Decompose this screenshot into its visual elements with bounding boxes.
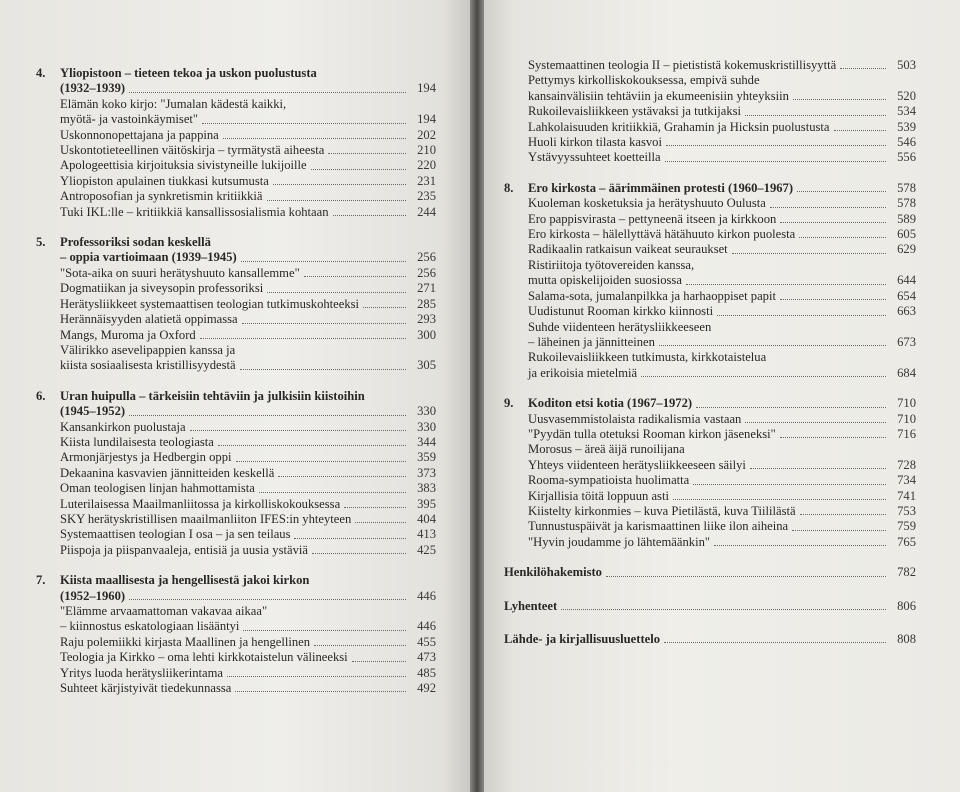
entry-title: kiista sosiaalisesta kristillisyydestä bbox=[60, 358, 236, 373]
toc-entry bbox=[504, 104, 916, 119]
dot-leader bbox=[243, 629, 406, 631]
entry-title: Huoli kirkon tilasta kasvoi bbox=[528, 135, 662, 150]
toc-entry bbox=[36, 158, 436, 173]
page-number: 759 bbox=[897, 519, 916, 534]
left-toc bbox=[36, 66, 436, 711]
page-number: 546 bbox=[897, 135, 916, 150]
back-matter-entry bbox=[504, 599, 916, 614]
dot-leader bbox=[834, 129, 887, 131]
chapter-number: 8. bbox=[504, 180, 514, 195]
left-page bbox=[0, 0, 470, 792]
back-matter-title: Lähde- ja kirjallisuusluettelo bbox=[504, 632, 661, 646]
right-toc bbox=[504, 58, 916, 665]
page-number: 231 bbox=[417, 173, 436, 188]
entry-title: Systemaattinen teologia II – pietististä kokemuskristillisyyttä bbox=[528, 58, 837, 72]
page-number: 728 bbox=[897, 457, 916, 472]
dot-leader bbox=[799, 236, 886, 238]
page-number: 556 bbox=[897, 150, 916, 165]
page-number: 503 bbox=[897, 58, 916, 72]
entry-title: Oman teologisen linjan hahmottamista bbox=[60, 481, 255, 496]
page-number: 716 bbox=[897, 426, 916, 441]
dot-leader bbox=[227, 675, 406, 677]
entry-title: myötä- ja vastoinkäymiset" bbox=[60, 112, 199, 127]
back-matter-title: Lyhenteet bbox=[504, 598, 558, 613]
toc-entry bbox=[504, 212, 916, 227]
dot-leader bbox=[304, 275, 406, 277]
right-chapters bbox=[504, 181, 916, 550]
page-number: 741 bbox=[897, 488, 916, 503]
page-number: 492 bbox=[417, 681, 436, 696]
toc-entry bbox=[36, 174, 436, 189]
entry-title: Herännäisyyden alatietä oppimassa bbox=[60, 312, 238, 327]
toc-entry bbox=[36, 281, 436, 296]
page-number: 383 bbox=[417, 481, 436, 496]
dot-leader bbox=[278, 475, 406, 477]
chapter-block bbox=[36, 389, 436, 558]
chapter-heading bbox=[36, 573, 436, 604]
dot-leader bbox=[314, 644, 406, 646]
dot-leader bbox=[793, 98, 886, 100]
dot-leader bbox=[664, 641, 886, 643]
page-number: 673 bbox=[897, 334, 916, 349]
entry-title: Rooma-sympatioista huolimatta bbox=[528, 473, 690, 488]
dot-leader bbox=[311, 168, 406, 170]
dot-leader bbox=[129, 598, 406, 600]
entry-title: Dekaanina kasvavien jännitteiden keskellä bbox=[60, 465, 275, 480]
chapter-body bbox=[528, 181, 916, 196]
toc-entry bbox=[36, 297, 436, 312]
dot-leader bbox=[223, 137, 406, 139]
toc-entry bbox=[36, 358, 436, 373]
toc-entry bbox=[36, 527, 436, 542]
toc-entry bbox=[36, 481, 436, 496]
back-matter-entry bbox=[504, 565, 916, 580]
page-number: 330 bbox=[417, 404, 436, 419]
toc-entry bbox=[504, 458, 916, 473]
page-number: 220 bbox=[417, 158, 436, 173]
page-number: 605 bbox=[897, 227, 916, 242]
entry-title: Tunnustuspäivät ja karismaattinen liike ilon aiheina bbox=[528, 519, 789, 534]
chapter-heading bbox=[36, 66, 436, 97]
dot-leader bbox=[840, 67, 886, 69]
page-number: 806 bbox=[897, 598, 916, 613]
page-number: 300 bbox=[417, 327, 436, 342]
chapter-block bbox=[504, 181, 916, 381]
dot-leader bbox=[797, 190, 886, 192]
page-number: 256 bbox=[417, 265, 436, 280]
toc-entry bbox=[36, 681, 436, 696]
entry-title: "Sota-aika on suuri herätyshuuto kansallemme" bbox=[60, 265, 300, 280]
dot-leader bbox=[259, 491, 406, 493]
entry-line: "Elämme arvaamattoman vakavaa aikaa" bbox=[60, 604, 268, 618]
dot-leader bbox=[641, 375, 886, 377]
entry-line: Pettymys kirkolliskokouksessa, empivä suhde bbox=[528, 73, 760, 88]
entry-title: Raju polemiikki kirjasta Maallinen ja hengellinen bbox=[60, 634, 311, 649]
page-number: 765 bbox=[897, 534, 916, 549]
toc-entry bbox=[504, 489, 916, 504]
page-number: 539 bbox=[897, 119, 916, 134]
chapter-block bbox=[36, 66, 436, 220]
entry-line: Rukoilevaisliikkeen tutkimusta, kirkkotaistelua bbox=[528, 350, 767, 365]
dot-leader bbox=[780, 221, 886, 223]
entry-title: Kiistelty kirkonmies – kuva Pietilästä, kuva Tiililästä bbox=[528, 503, 796, 518]
entry-title: Systemaattisen teologian I osa – ja sen teilaus bbox=[60, 527, 291, 542]
chapter-body bbox=[60, 235, 436, 266]
toc-entry bbox=[504, 58, 916, 73]
chapter-title-row bbox=[528, 181, 916, 196]
toc-entry bbox=[36, 266, 436, 281]
dot-leader bbox=[745, 114, 886, 116]
entry-title: Antroposofian ja synkretismin kritiikkiä bbox=[60, 189, 263, 204]
entry-title: SKY herätyskristillisen maailmanliiton IFES:in yhteyteen bbox=[60, 511, 352, 526]
entry-title: Dogmatiikan ja siveysopin professoriksi bbox=[60, 281, 264, 296]
dot-leader bbox=[800, 513, 886, 515]
page-number: 271 bbox=[417, 281, 436, 296]
toc-entry bbox=[504, 89, 916, 104]
entry-line: Ristiriitoja työtovereiden kanssa, bbox=[528, 257, 695, 272]
page-number: 210 bbox=[417, 143, 436, 158]
page-number: 404 bbox=[417, 511, 436, 526]
page-number: 520 bbox=[897, 88, 916, 103]
entry-line: Elämän koko kirjo: "Jumalan kädestä kaikki, bbox=[60, 96, 287, 111]
chapter-heading bbox=[504, 181, 916, 196]
toc-entry bbox=[504, 289, 916, 304]
chapter-block bbox=[36, 235, 436, 374]
chapter-heading bbox=[504, 396, 916, 411]
dot-leader bbox=[202, 122, 406, 124]
toc-entry bbox=[36, 312, 436, 327]
chapter-heading bbox=[36, 389, 436, 420]
dot-leader bbox=[236, 460, 407, 462]
chapter-body bbox=[60, 66, 436, 97]
page-number: 578 bbox=[897, 180, 916, 195]
chapter-number: 6. bbox=[36, 388, 46, 403]
dot-leader bbox=[273, 183, 406, 185]
entry-title: Ystävyyssuhteet koetteilla bbox=[528, 150, 661, 165]
page-number: 446 bbox=[417, 619, 436, 634]
toc-entry bbox=[504, 366, 916, 381]
entry-title: "Pyydän tulla otetuksi Rooman kirkon jäseneksi" bbox=[528, 426, 776, 441]
toc-entry bbox=[36, 205, 436, 220]
dot-leader bbox=[352, 660, 406, 662]
dot-leader bbox=[190, 429, 406, 431]
dot-leader bbox=[673, 498, 886, 500]
toc-entry bbox=[504, 473, 916, 488]
entry-title: Teologia ja Kirkko – oma lehti kirkkotaistelun välineeksi bbox=[60, 650, 348, 665]
entry-line: Morosus – äreä äijä runoilijana bbox=[528, 442, 685, 457]
page-number: 684 bbox=[897, 365, 916, 380]
dot-leader bbox=[267, 199, 406, 201]
dot-leader bbox=[218, 444, 406, 446]
entry-title: Kirjallisia töitä loppuun asti bbox=[528, 488, 669, 503]
entry-title: Apologeettisia kirjoituksia sivistyneille lukijoille bbox=[60, 158, 307, 173]
toc-entry bbox=[504, 519, 916, 534]
page-number: 578 bbox=[897, 196, 916, 211]
entry-title: mutta opiskelijoiden suosiossa bbox=[528, 273, 682, 288]
chapter-number: 4. bbox=[36, 66, 46, 80]
page-number: 663 bbox=[897, 304, 916, 319]
entry-title: Mangs, Muroma ja Oxford bbox=[60, 327, 196, 342]
page-number: 782 bbox=[897, 565, 916, 580]
entry-title: Tuki IKL:lle – kritiikkiä kansallissosialismia kohtaan bbox=[60, 204, 329, 219]
toc-entry bbox=[36, 112, 436, 127]
page-number: 485 bbox=[417, 665, 436, 680]
toc-entry bbox=[36, 128, 436, 143]
toc-entry bbox=[504, 504, 916, 519]
toc-entry bbox=[36, 189, 436, 204]
back-matter bbox=[504, 565, 916, 647]
dot-leader bbox=[240, 368, 406, 370]
entry-title: Suhteet kärjistyivät tiedekunnassa bbox=[60, 681, 232, 696]
toc-entry bbox=[36, 543, 436, 558]
dot-leader bbox=[792, 529, 886, 531]
chapter-body bbox=[528, 396, 916, 411]
entry-title: – läheinen ja jännitteinen bbox=[528, 334, 655, 349]
entry-title: Radikaalin ratkaisun vaikeat seuraukset bbox=[528, 242, 728, 257]
toc-entry bbox=[36, 512, 436, 527]
dot-leader bbox=[129, 414, 406, 416]
toc-entry bbox=[36, 328, 436, 343]
dot-leader bbox=[333, 214, 406, 216]
dot-leader bbox=[129, 91, 406, 93]
chapter-number: 9. bbox=[504, 396, 514, 411]
chapter-title: – oppia vartioimaan (1939–1945) bbox=[60, 250, 237, 265]
back-matter-entry bbox=[504, 632, 916, 647]
chapter-title-line: Professoriksi sodan keskellä bbox=[60, 235, 211, 250]
dot-leader bbox=[267, 291, 406, 293]
dot-leader bbox=[770, 206, 886, 208]
entry-title: Piispoja ja piispanvaaleja, entisiä ja uusia ystäviä bbox=[60, 542, 308, 557]
dot-leader bbox=[561, 608, 886, 610]
toc-entry bbox=[36, 450, 436, 465]
dot-leader bbox=[686, 283, 886, 285]
dot-leader bbox=[732, 252, 886, 254]
entry-title: Kansankirkon puolustaja bbox=[60, 419, 186, 434]
dot-leader bbox=[355, 521, 406, 523]
chapter-title-row bbox=[528, 396, 916, 411]
entry-title: – kiinnostus eskatologiaan lisääntyi bbox=[60, 619, 240, 634]
chapter-body bbox=[60, 573, 436, 604]
dot-leader bbox=[714, 544, 886, 546]
entry-line: Välirikko asevelipappien kanssa ja bbox=[60, 342, 236, 357]
dot-leader bbox=[328, 152, 406, 154]
chapter-title-row bbox=[60, 250, 436, 265]
page-number: 753 bbox=[897, 503, 916, 518]
toc-entry bbox=[504, 304, 916, 319]
dot-leader bbox=[363, 306, 406, 308]
toc-entry bbox=[36, 435, 436, 450]
entry-title: kansainvälisiin tehtäviin ja ekumeenisiin yhteyksiin bbox=[528, 88, 789, 103]
page-number: 710 bbox=[897, 396, 916, 411]
dot-leader bbox=[693, 483, 886, 485]
chapter-block bbox=[504, 396, 916, 550]
page-number: 235 bbox=[417, 189, 436, 204]
page-number: 256 bbox=[417, 250, 436, 265]
dot-leader bbox=[606, 575, 886, 577]
dot-leader bbox=[659, 344, 886, 346]
page-number: 359 bbox=[417, 450, 436, 465]
page-number: 285 bbox=[417, 296, 436, 311]
toc-entry bbox=[504, 535, 916, 550]
dot-leader bbox=[241, 260, 406, 262]
chapter-title-row bbox=[60, 404, 436, 419]
toc-entry bbox=[36, 497, 436, 512]
entry-title: ja erikoisia mietelmiä bbox=[528, 365, 638, 380]
page-number: 194 bbox=[417, 112, 436, 127]
dot-leader bbox=[780, 298, 886, 300]
entry-title: Uskonnonopettajana ja pappina bbox=[60, 127, 219, 142]
chapter-block bbox=[36, 573, 436, 696]
chapter-body bbox=[60, 389, 436, 420]
page-number: 344 bbox=[417, 434, 436, 449]
dot-leader bbox=[242, 322, 406, 324]
chapter-number: 7. bbox=[36, 573, 46, 588]
entry-title: Rukoilevaisliikkeen ystävaksi ja tutkijaksi bbox=[528, 104, 742, 119]
page-number: 589 bbox=[897, 211, 916, 226]
chapter-title-line: Kiista maallisesta ja hengellisestä jakoi kirkon bbox=[60, 573, 310, 588]
entry-title: Salama-sota, jumalanpilkka ja harhaoppiset papit bbox=[528, 288, 776, 303]
chapter-title-line: Yliopistoon – tieteen tekoa ja uskon puolustusta bbox=[60, 66, 317, 80]
chapter-title: (1932–1939) bbox=[60, 81, 126, 96]
page-number: 473 bbox=[417, 650, 436, 665]
entry-title: Yritys luoda herätysliikerintama bbox=[60, 665, 223, 680]
dot-leader bbox=[745, 421, 886, 423]
chapter-title: (1952–1960) bbox=[60, 588, 126, 603]
page-number: 373 bbox=[417, 465, 436, 480]
chapter-title-line: Uran huipulla – tärkeisiin tehtäviin ja julkisiin kiistoihin bbox=[60, 388, 365, 403]
dot-leader bbox=[312, 552, 406, 554]
toc-entry bbox=[504, 196, 916, 211]
entry-title: Armonjärjestys ja Hedbergin oppi bbox=[60, 450, 232, 465]
toc-entry bbox=[504, 150, 916, 165]
toc-entry bbox=[504, 335, 916, 350]
toc-entry bbox=[504, 412, 916, 427]
toc-entry bbox=[504, 227, 916, 242]
page-number: 244 bbox=[417, 204, 436, 219]
toc-entry bbox=[504, 120, 916, 135]
entry-title: Lahkolaisuuden kritiikkiä, Grahamin ja Hicksin puolustusta bbox=[528, 119, 830, 134]
entry-title: "Hyvin joudamme jo lähtemäänkin" bbox=[528, 534, 711, 549]
entry-title: Yhteys viidenteen herätysliikkeeseen säilyi bbox=[528, 457, 746, 472]
chapter-heading bbox=[36, 235, 436, 266]
chapter-title: (1945–1952) bbox=[60, 404, 126, 419]
chapter-title: Ero kirkosta – äärimmäinen protesti (1960–1967) bbox=[528, 180, 794, 195]
dot-leader bbox=[344, 506, 406, 508]
page-number: 446 bbox=[417, 588, 436, 603]
page-number: 654 bbox=[897, 288, 916, 303]
dot-leader bbox=[750, 467, 886, 469]
page-number: 455 bbox=[417, 634, 436, 649]
chapter-number: 5. bbox=[36, 235, 46, 250]
entry-line: Suhde viidenteen herätysliikkeeseen bbox=[528, 319, 712, 334]
entry-title: Uusvasemmistolaista radikalismia vastaan bbox=[528, 411, 742, 426]
page-number: 710 bbox=[897, 411, 916, 426]
book-gutter bbox=[470, 0, 484, 792]
page-number: 395 bbox=[417, 496, 436, 511]
page-number: 734 bbox=[897, 473, 916, 488]
page-number: 194 bbox=[417, 81, 436, 96]
page-number: 413 bbox=[417, 527, 436, 542]
page-number: 305 bbox=[417, 358, 436, 373]
toc-entry bbox=[504, 273, 916, 288]
page-number: 644 bbox=[897, 273, 916, 288]
dot-leader bbox=[666, 144, 886, 146]
toc-entry bbox=[36, 635, 436, 650]
chapter-title: Koditon etsi kotia (1967–1972) bbox=[528, 396, 693, 411]
page-number: 534 bbox=[897, 104, 916, 119]
back-matter-title: Henkilöhakemisto bbox=[504, 565, 602, 580]
toc-entry bbox=[504, 242, 916, 257]
dot-leader bbox=[780, 436, 886, 438]
entry-title: Uudistunut Rooman kirkko kiinnosti bbox=[528, 304, 714, 319]
toc-entry bbox=[36, 650, 436, 665]
page-number: 629 bbox=[897, 242, 916, 257]
dot-leader bbox=[665, 160, 886, 162]
dot-leader bbox=[235, 690, 406, 692]
entry-title: Ero pappisvirasta – pettyneenä itseen ja kirkkoon bbox=[528, 211, 777, 226]
dot-leader bbox=[294, 537, 406, 539]
toc-entry bbox=[36, 420, 436, 435]
right-page bbox=[484, 0, 960, 792]
toc-entry bbox=[504, 427, 916, 442]
entry-title: Ero kirkosta – hälellyttävä hätähuuto kirkon puolesta bbox=[528, 227, 796, 242]
page-number: 808 bbox=[897, 632, 916, 646]
continued-entries bbox=[504, 58, 916, 166]
entry-title: Luterilaisessa Maailmanliitossa ja kirkolliskokouksessa bbox=[60, 496, 341, 511]
page-number: 293 bbox=[417, 312, 436, 327]
dot-leader bbox=[717, 314, 886, 316]
chapter-title-row bbox=[60, 589, 436, 604]
entry-title: Uskontotieteellinen väitöskirja – tyrmätystä aiheesta bbox=[60, 143, 325, 158]
toc-entry bbox=[36, 143, 436, 158]
entry-title: Yliopiston apulainen tiukkasi kutsumusta bbox=[60, 173, 269, 188]
page-number: 425 bbox=[417, 542, 436, 557]
toc-entry bbox=[504, 135, 916, 150]
dot-leader bbox=[696, 406, 886, 408]
toc-entry bbox=[36, 619, 436, 634]
toc-entry bbox=[36, 666, 436, 681]
page-number: 330 bbox=[417, 419, 436, 434]
page-number: 202 bbox=[417, 127, 436, 142]
entry-title: Kiista lundilaisesta teologiasta bbox=[60, 434, 214, 449]
entry-title: Kuoleman kosketuksia ja herätyshuuto Oulusta bbox=[528, 196, 766, 211]
chapter-title-row bbox=[60, 81, 436, 96]
dot-leader bbox=[200, 337, 406, 339]
entry-title: Herätysliikkeet systemaattisen teologian tutkimuskohteeksi bbox=[60, 296, 360, 311]
toc-entry bbox=[36, 466, 436, 481]
